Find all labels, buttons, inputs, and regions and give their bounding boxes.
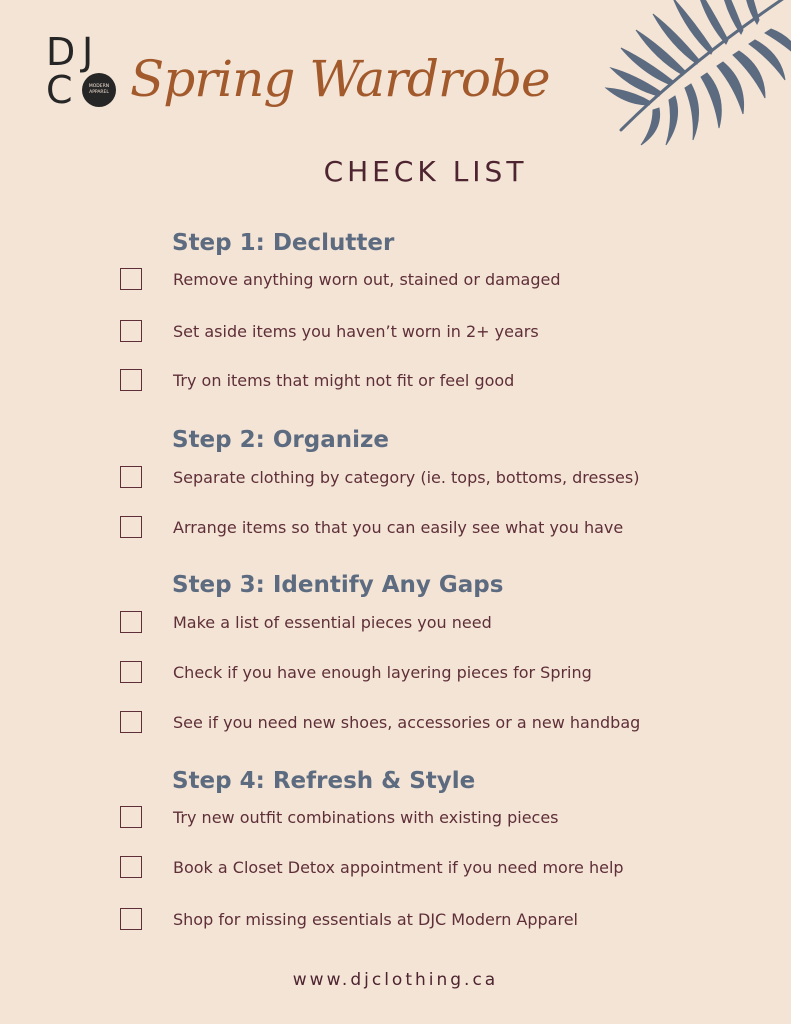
checklist-item [120, 708, 740, 736]
logo-badge-line2: APPAREL [89, 90, 109, 95]
checklist-item-label: Set aside items you haven’t worn in 2+ years [173, 321, 539, 341]
checkbox-empty-icon[interactable] [120, 806, 142, 828]
step-heading-declutter: Step 1: Declutter [172, 230, 395, 256]
palm-leaf-icon [581, 0, 791, 150]
checklist-item [120, 608, 740, 636]
checkbox-empty-icon[interactable] [120, 369, 142, 391]
logo-badge-line1: MODERN [88, 84, 110, 90]
checkbox-empty-icon[interactable] [120, 320, 142, 342]
checklist-item-label: Shop for missing essentials at DJC Modern Apparel [173, 909, 578, 929]
checklist-item [120, 853, 740, 881]
checkbox-empty-icon[interactable] [120, 516, 142, 538]
page-title: Spring Wardrobe [130, 50, 550, 108]
checklist-item-label: Try on items that might not fit or feel good [173, 370, 515, 390]
checklist-item-label: See if you need new shoes, accessories or a new handbag [173, 712, 641, 732]
checklist-item-label: Arrange items so that you can easily see what you have [173, 517, 624, 537]
checkbox-empty-icon[interactable] [120, 711, 142, 733]
logo-letter-j: J [82, 30, 96, 74]
checklist-item-label: Separate clothing by category (ie. tops, bottoms, dresses) [173, 467, 640, 487]
logo-letter-c: C [46, 68, 75, 112]
checkbox-empty-icon[interactable] [120, 611, 142, 633]
checkbox-empty-icon[interactable] [120, 268, 142, 290]
brand-logo [46, 30, 116, 112]
step-heading-organize: Step 2: Organize [172, 427, 389, 453]
logo-badge [82, 73, 116, 107]
checkbox-empty-icon[interactable] [120, 466, 142, 488]
checkbox-empty-icon[interactable] [120, 908, 142, 930]
website-url[interactable]: www.djclothing.ca [292, 970, 499, 990]
checklist-item-label: Book a Closet Detox appointment if you need more help [173, 857, 624, 877]
checklist-item [120, 265, 740, 293]
checklist-item-label: Try new outfit combinations with existing pieces [173, 807, 559, 827]
page-subtitle: CHECK LIST [323, 155, 528, 188]
checklist-item-label: Check if you have enough layering pieces for Spring [173, 662, 592, 682]
logo-letter-d: D [46, 30, 78, 74]
checklist-item [120, 513, 740, 541]
checklist-item [120, 366, 740, 394]
checklist-item [120, 317, 740, 345]
checkbox-empty-icon[interactable] [120, 856, 142, 878]
checkbox-empty-icon[interactable] [120, 661, 142, 683]
checklist-item [120, 803, 740, 831]
checklist-item [120, 905, 740, 933]
checklist-item [120, 658, 740, 686]
checklist-item-label: Remove anything worn out, stained or damaged [173, 269, 561, 289]
checklist-item [120, 463, 740, 491]
step-heading-identify-gaps: Step 3: Identify Any Gaps [172, 572, 504, 598]
checklist-item-label: Make a list of essential pieces you need [173, 612, 492, 632]
step-heading-refresh-style: Step 4: Refresh & Style [172, 768, 476, 794]
